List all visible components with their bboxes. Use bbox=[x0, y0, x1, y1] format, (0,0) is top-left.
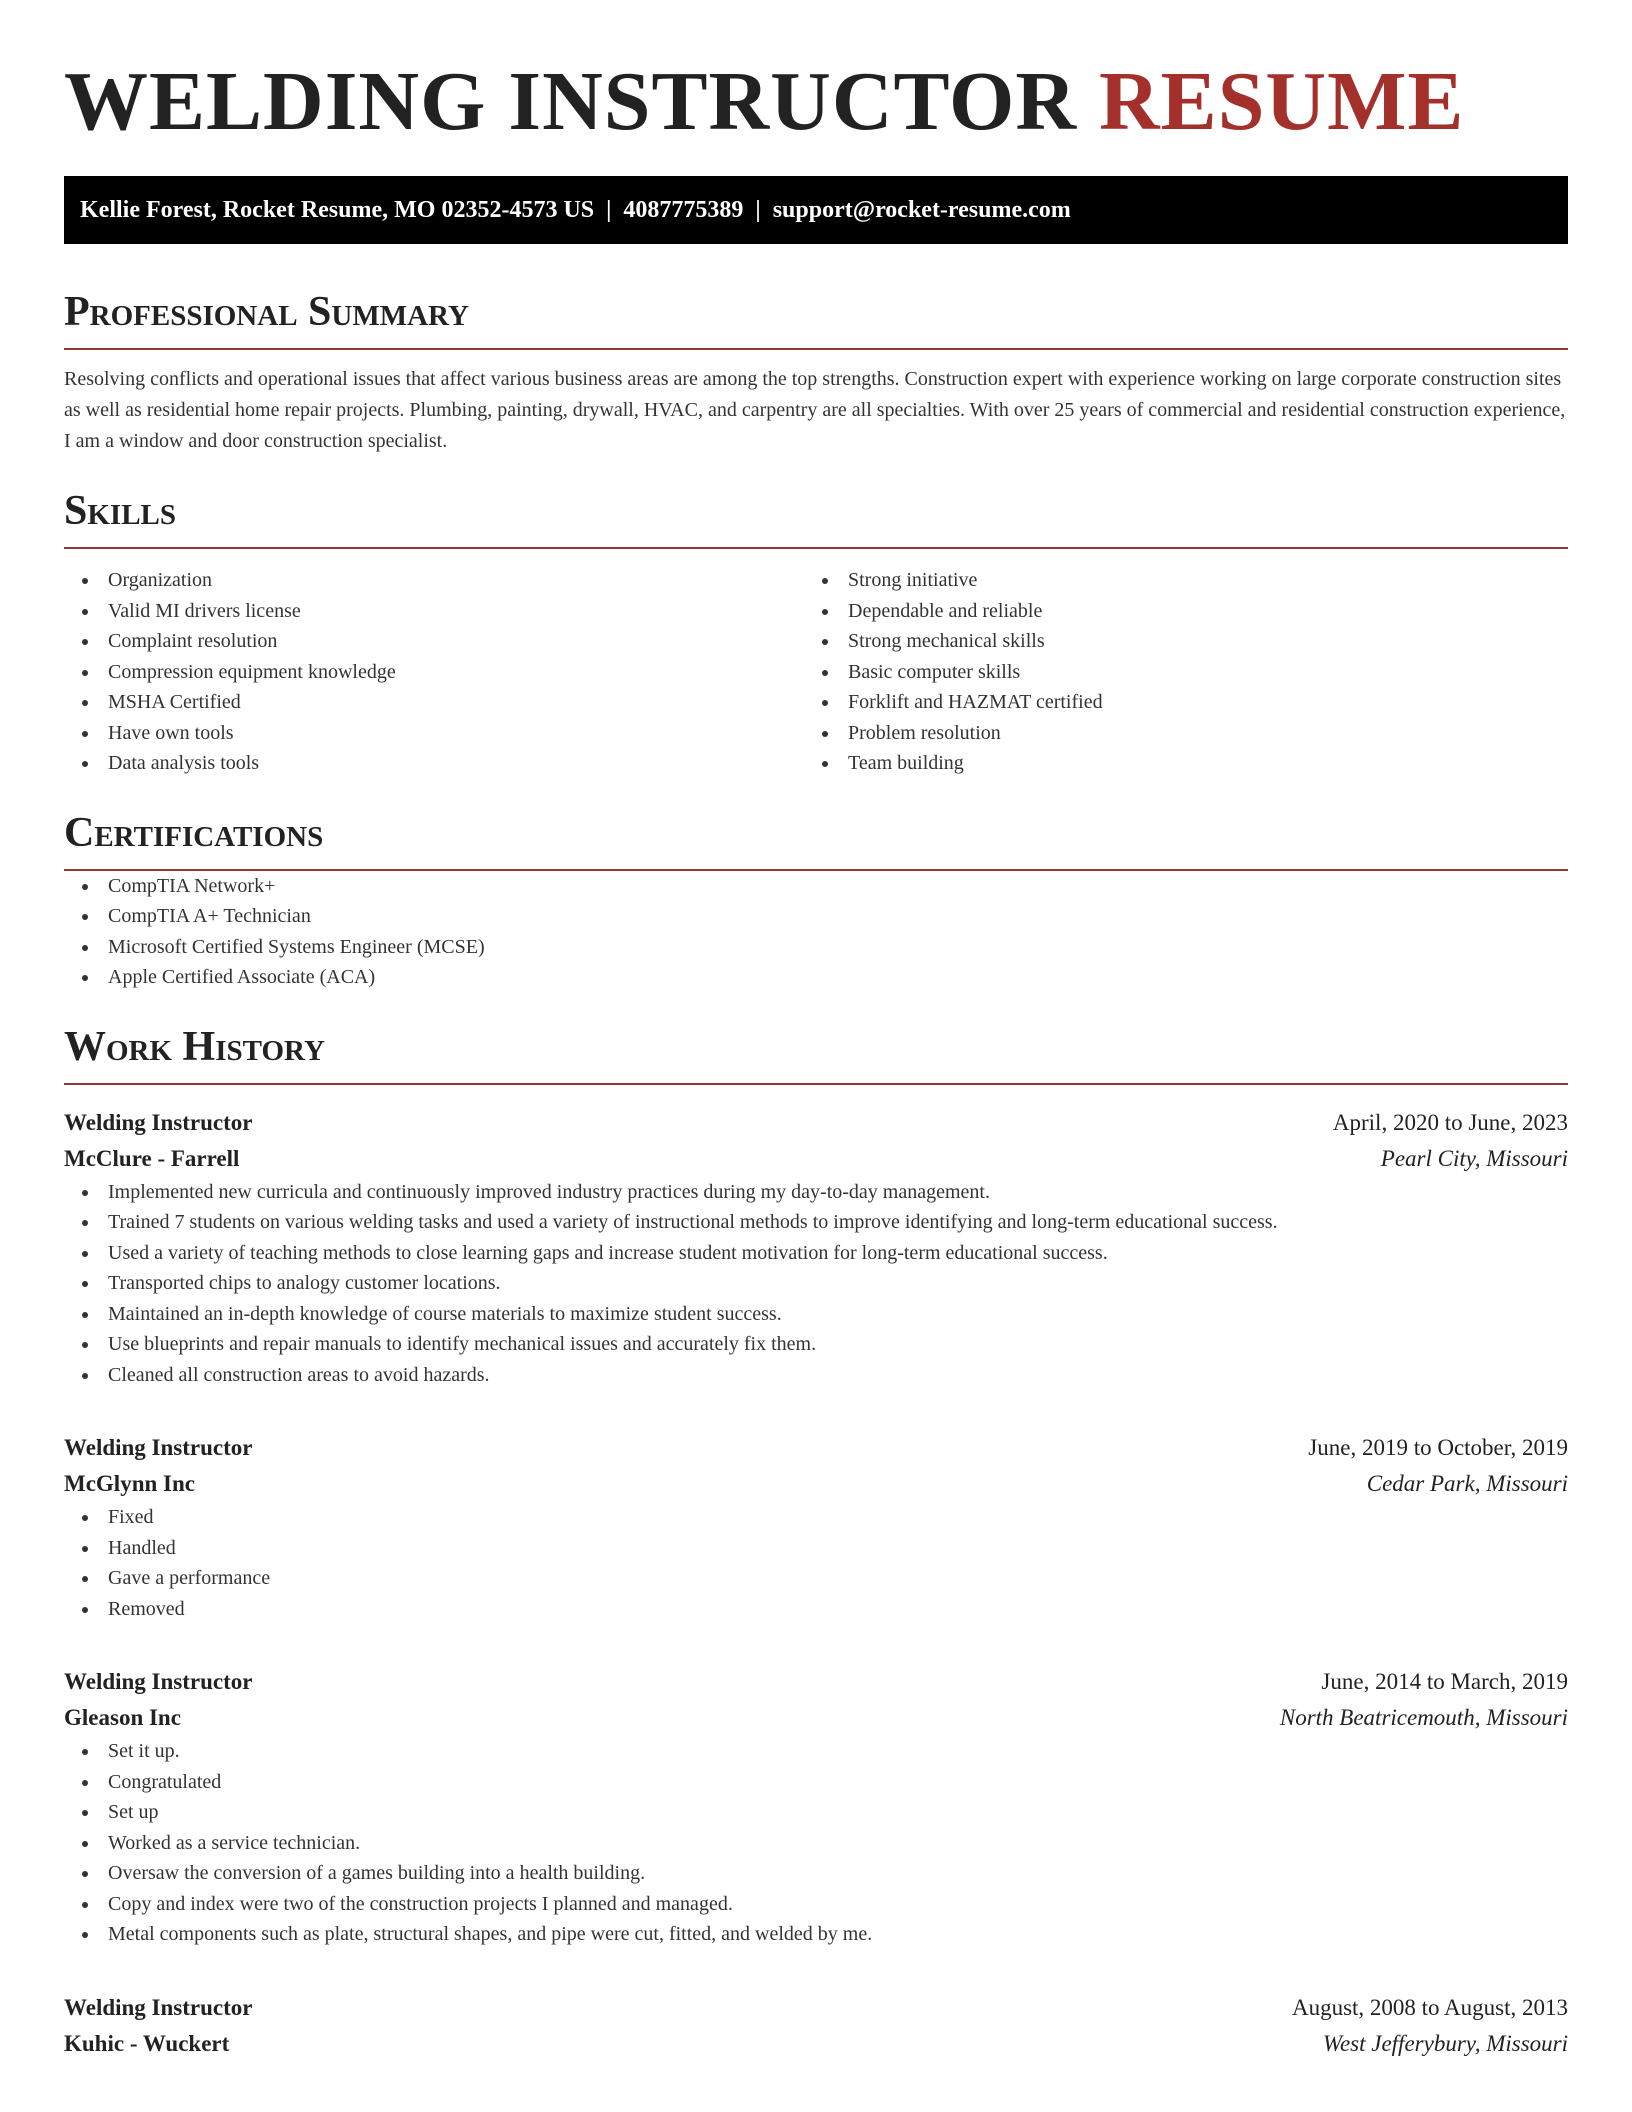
job-title: Welding Instructor bbox=[64, 1669, 253, 1694]
job-bullets bbox=[64, 1177, 1568, 1391]
skill-item: Strong initiative bbox=[804, 565, 1544, 596]
job-bullet: Implemented new curricula and continuously improved industry practices during my day-to-day management. bbox=[64, 1177, 1568, 1208]
certification-item: CompTIA A+ Technician bbox=[64, 901, 1568, 932]
skill-item: MSHA Certified bbox=[64, 687, 804, 718]
job-title: Welding Instructor bbox=[64, 1109, 253, 1135]
job-bullet: Handled bbox=[64, 1533, 1568, 1564]
job-bullet: Fixed bbox=[64, 1502, 1568, 1533]
summary-text: Resolving conflicts and operational issues that affect various business areas are among the top strengths. Construction expert with experience working on large corporate construction sites as well as residential home repair projects. Plumbing, painting, drywall, HVAC, and carpentry are all specialties. With over 25 years of commercial and residential construction experience, I am a window and door construction specialist. bbox=[64, 368, 1566, 452]
certifications-heading: Certifications bbox=[64, 807, 1568, 871]
job-title: Welding Instructor bbox=[64, 1435, 253, 1460]
skill-item: Basic computer skills bbox=[804, 657, 1544, 688]
contact-phone: 4087775389 bbox=[623, 197, 744, 223]
title-main: WELDING INSTRUCTOR bbox=[64, 55, 1077, 148]
skills-list-left bbox=[64, 565, 804, 779]
skill-item: Organization bbox=[64, 565, 804, 596]
job-title: Welding Instructor bbox=[64, 1994, 253, 2020]
job-bullet: Maintained an in-depth knowledge of course materials to maximize student success. bbox=[64, 1299, 1568, 1330]
job-company: Gleason Inc bbox=[64, 1705, 181, 1730]
job-company-row bbox=[64, 2026, 1568, 2062]
contact-bar bbox=[64, 176, 1568, 244]
title-accent: RESUME bbox=[1099, 55, 1465, 148]
certification-item: Apple Certified Associate (ACA) bbox=[64, 962, 1568, 993]
skills-grid bbox=[64, 565, 1568, 779]
job-header-row bbox=[64, 1105, 1568, 1141]
job-bullet: Copy and index were two of the construction projects I planned and managed. bbox=[64, 1889, 1568, 1920]
job-bullet: Oversaw the conversion of a games building into a health building. bbox=[64, 1858, 1568, 1889]
skill-item: Dependable and reliable bbox=[804, 596, 1544, 627]
job-company: Kuhic - Wuckert bbox=[64, 2030, 230, 2056]
job-bullet: Set up bbox=[64, 1797, 1568, 1828]
skill-item: Compression equipment knowledge bbox=[64, 657, 804, 688]
job-company-row bbox=[64, 1141, 1568, 1177]
job-bullets bbox=[64, 1736, 1568, 1950]
job-header-row bbox=[64, 1664, 1568, 1700]
job-header-row bbox=[64, 1430, 1568, 1466]
job-entry bbox=[64, 1990, 1568, 2062]
summary-heading: Professional Summary bbox=[64, 286, 1568, 350]
skills-heading: Skills bbox=[64, 485, 1568, 549]
job-location: West Jefferybury, Missouri bbox=[1322, 2030, 1568, 2056]
job-entry bbox=[64, 1430, 1568, 1624]
skill-item: Have own tools bbox=[64, 718, 804, 749]
job-dates: April, 2020 to June, 2023 bbox=[1332, 1109, 1568, 1135]
contact-separator: | bbox=[606, 197, 612, 223]
skill-item: Forklift and HAZMAT certified bbox=[804, 687, 1544, 718]
job-bullet: Cleaned all construction areas to avoid hazards. bbox=[64, 1360, 1568, 1391]
job-entry bbox=[64, 1105, 1568, 1391]
contact-separator: | bbox=[755, 197, 761, 223]
resume-page bbox=[64, 0, 1568, 2062]
work-history-heading: Work History bbox=[64, 1021, 1568, 1085]
job-company-row bbox=[64, 1466, 1568, 1502]
job-bullet: Used a variety of teaching methods to close learning gaps and increase student motivation for long-term educational success. bbox=[64, 1238, 1568, 1269]
job-bullet: Trained 7 students on various welding tasks and used a variety of instructional methods to improve identifying and long-term educational success. bbox=[64, 1207, 1568, 1238]
job-location: Cedar Park, Missouri bbox=[1366, 1471, 1568, 1496]
contact-email[interactable]: support@rocket-resume.com bbox=[772, 197, 1071, 223]
job-company-row bbox=[64, 1700, 1568, 1736]
job-location: North Beatricemouth, Missouri bbox=[1279, 1705, 1568, 1730]
job-dates: June, 2019 to October, 2019 bbox=[1308, 1435, 1568, 1460]
job-bullet: Gave a performance bbox=[64, 1563, 1568, 1594]
skill-item: Data analysis tools bbox=[64, 748, 804, 779]
job-company: McGlynn Inc bbox=[64, 1471, 195, 1496]
certifications-list bbox=[64, 871, 1568, 993]
skill-item: Team building bbox=[804, 748, 1544, 779]
job-location: Pearl City, Missouri bbox=[1380, 1145, 1568, 1171]
job-bullet: Transported chips to analogy customer locations. bbox=[64, 1268, 1568, 1299]
job-entry bbox=[64, 1664, 1568, 1950]
skill-item: Valid MI drivers license bbox=[64, 596, 804, 627]
job-bullet: Removed bbox=[64, 1594, 1568, 1625]
skills-list-right bbox=[804, 565, 1544, 779]
job-dates: June, 2014 to March, 2019 bbox=[1321, 1669, 1568, 1694]
resume-title bbox=[64, 0, 1568, 152]
job-bullet: Metal components such as plate, structural shapes, and pipe were cut, fitted, and welded by me. bbox=[64, 1919, 1568, 1950]
skill-item: Complaint resolution bbox=[64, 626, 804, 657]
certification-item: CompTIA Network+ bbox=[64, 871, 1568, 902]
job-bullets bbox=[64, 1502, 1568, 1624]
job-company: McClure - Farrell bbox=[64, 1145, 240, 1171]
job-header-row bbox=[64, 1990, 1568, 2026]
job-bullet: Set it up. bbox=[64, 1736, 1568, 1767]
skill-item: Problem resolution bbox=[804, 718, 1544, 749]
job-bullet: Use blueprints and repair manuals to identify mechanical issues and accurately fix them. bbox=[64, 1329, 1568, 1360]
certification-item: Microsoft Certified Systems Engineer (MCSE) bbox=[64, 932, 1568, 963]
skill-item: Strong mechanical skills bbox=[804, 626, 1544, 657]
contact-address: Kellie Forest, Rocket Resume, MO 02352-4573 US bbox=[80, 197, 595, 223]
job-bullet: Congratulated bbox=[64, 1767, 1568, 1798]
job-dates: August, 2008 to August, 2013 bbox=[1291, 1994, 1568, 2020]
job-bullet: Worked as a service technician. bbox=[64, 1828, 1568, 1859]
